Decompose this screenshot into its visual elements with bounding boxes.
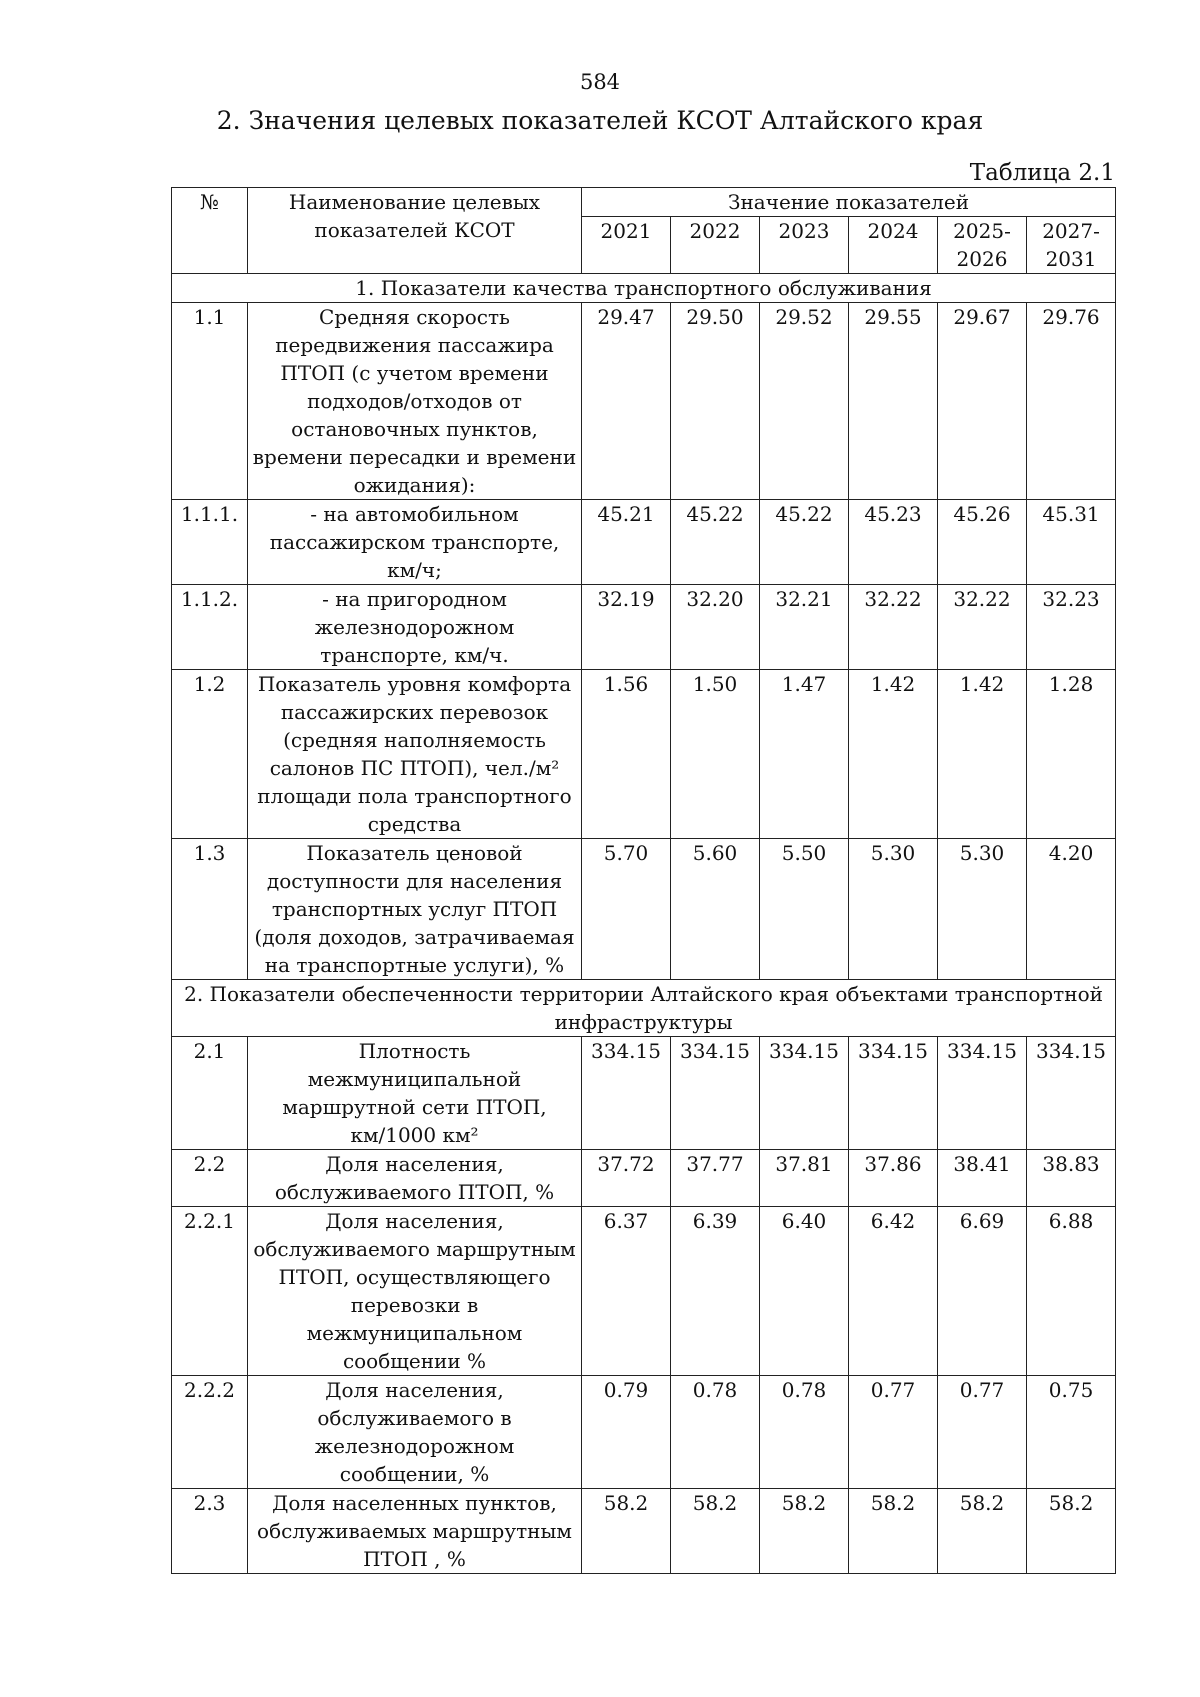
row-value: 334.15 [1027,1037,1116,1150]
table-row [172,1489,1116,1574]
table-row [172,1207,1116,1376]
row-value: 32.22 [849,585,938,670]
row-value: 32.19 [582,585,671,670]
row-name: Доля населенных пунктов, обслуживаемых маршрутным ПТОП , % [248,1489,582,1574]
row-value: 29.47 [582,303,671,500]
row-value: 45.22 [671,500,760,585]
header-year: 2025-2026 [938,217,1027,274]
row-name: - на пригородном железнодорожном транспорте, км/ч. [248,585,582,670]
row-value: 4.20 [1027,839,1116,980]
section-row [172,274,1116,303]
header-year: 2023 [760,217,849,274]
row-value: 45.23 [849,500,938,585]
header-year: 2021 [582,217,671,274]
table-row [172,585,1116,670]
row-value: 45.22 [760,500,849,585]
row-value: 1.42 [938,670,1027,839]
row-value: 37.72 [582,1150,671,1207]
row-num: 2.2.2 [172,1376,248,1489]
row-value: 58.2 [849,1489,938,1574]
indicators-table [171,187,1116,1574]
section-title: 1. Показатели качества транспортного обслуживания [172,274,1116,303]
row-name: Плотность межмуниципальной маршрутной сети ПТОП, км/1000 км² [248,1037,582,1150]
row-value: 0.79 [582,1376,671,1489]
table-row [172,303,1116,500]
row-num: 1.1.2. [172,585,248,670]
row-name: Показатель уровня комфорта пассажирских перевозок (средняя наполняемость салонов ПС ПТОП), чел./м² площади пола транспортного средства [248,670,582,839]
row-value: 29.50 [671,303,760,500]
row-value: 32.21 [760,585,849,670]
row-value: 5.30 [849,839,938,980]
row-num: 2.2.1 [172,1207,248,1376]
row-value: 0.77 [849,1376,938,1489]
row-value: 0.78 [760,1376,849,1489]
row-value: 37.77 [671,1150,760,1207]
row-name: Средняя скорость передвижения пассажира ПТОП (с учетом времени подходов/отходов от остановочных пунктов, времени пересадки и времени ожидания): [248,303,582,500]
row-value: 38.41 [938,1150,1027,1207]
row-value: 45.31 [1027,500,1116,585]
table-row [172,839,1116,980]
row-value: 6.39 [671,1207,760,1376]
row-num: 1.1 [172,303,248,500]
header-values-group: Значение показателей [582,188,1116,217]
table-row [172,1150,1116,1207]
row-value: 58.2 [582,1489,671,1574]
row-value: 334.15 [582,1037,671,1150]
row-value: 5.60 [671,839,760,980]
row-value: 45.26 [938,500,1027,585]
row-name: Доля населения, обслуживаемого маршрутным ПТОП, осуществляющего перевозки в межмуниципальном сообщении % [248,1207,582,1376]
row-value: 5.70 [582,839,671,980]
row-value: 5.50 [760,839,849,980]
row-value: 29.52 [760,303,849,500]
row-num: 1.3 [172,839,248,980]
row-value: 6.42 [849,1207,938,1376]
header-year: 2027-2031 [1027,217,1116,274]
row-value: 1.47 [760,670,849,839]
row-value: 334.15 [938,1037,1027,1150]
row-value: 0.78 [671,1376,760,1489]
header-year: 2024 [849,217,938,274]
header-year: 2022 [671,217,760,274]
row-value: 38.83 [1027,1150,1116,1207]
row-value: 0.75 [1027,1376,1116,1489]
table-row [172,670,1116,839]
row-num: 2.2 [172,1150,248,1207]
row-value: 6.37 [582,1207,671,1376]
row-num: 2.1 [172,1037,248,1150]
row-value: 334.15 [671,1037,760,1150]
table-body [172,188,1116,1574]
row-value: 32.23 [1027,585,1116,670]
row-num: 2.3 [172,1489,248,1574]
row-value: 29.67 [938,303,1027,500]
row-name: - на автомобильном пассажирском транспорте, км/ч; [248,500,582,585]
row-value: 1.50 [671,670,760,839]
row-value: 58.2 [760,1489,849,1574]
row-value: 1.28 [1027,670,1116,839]
row-name: Показатель ценовой доступности для населения транспортных услуг ПТОП (доля доходов, затрачиваемая на транспортные услуги), % [248,839,582,980]
row-value: 32.20 [671,585,760,670]
table-row [172,1376,1116,1489]
row-value: 29.55 [849,303,938,500]
row-value: 1.42 [849,670,938,839]
row-num: 1.1.1. [172,500,248,585]
row-value: 37.81 [760,1150,849,1207]
page-number: 584 [579,70,621,94]
row-num: 1.2 [172,670,248,839]
header-row-top [172,188,1116,217]
section-row [172,980,1116,1037]
row-value: 6.40 [760,1207,849,1376]
row-value: 1.56 [582,670,671,839]
row-value: 6.88 [1027,1207,1116,1376]
row-name: Доля населения, обслуживаемого ПТОП, % [248,1150,582,1207]
header-name: Наименование целевых показателей КСОТ [248,188,582,274]
header-num: № [172,188,248,274]
row-value: 32.22 [938,585,1027,670]
row-value: 37.86 [849,1150,938,1207]
row-value: 58.2 [938,1489,1027,1574]
row-value: 334.15 [760,1037,849,1150]
document-title: 2. Значения целевых показателей КСОТ Алтайского края [216,106,984,135]
table-row [172,1037,1116,1150]
table-label: Таблица 2.1 [969,160,1115,186]
table-row [172,500,1116,585]
row-value: 29.76 [1027,303,1116,500]
row-value: 58.2 [1027,1489,1116,1574]
row-value: 5.30 [938,839,1027,980]
section-title: 2. Показатели обеспеченности территории Алтайского края объектами транспортной инфраструктуры [172,980,1116,1037]
row-name: Доля населения, обслуживаемого в железнодорожном сообщении, % [248,1376,582,1489]
row-value: 0.77 [938,1376,1027,1489]
row-value: 334.15 [849,1037,938,1150]
row-value: 45.21 [582,500,671,585]
row-value: 58.2 [671,1489,760,1574]
row-value: 6.69 [938,1207,1027,1376]
